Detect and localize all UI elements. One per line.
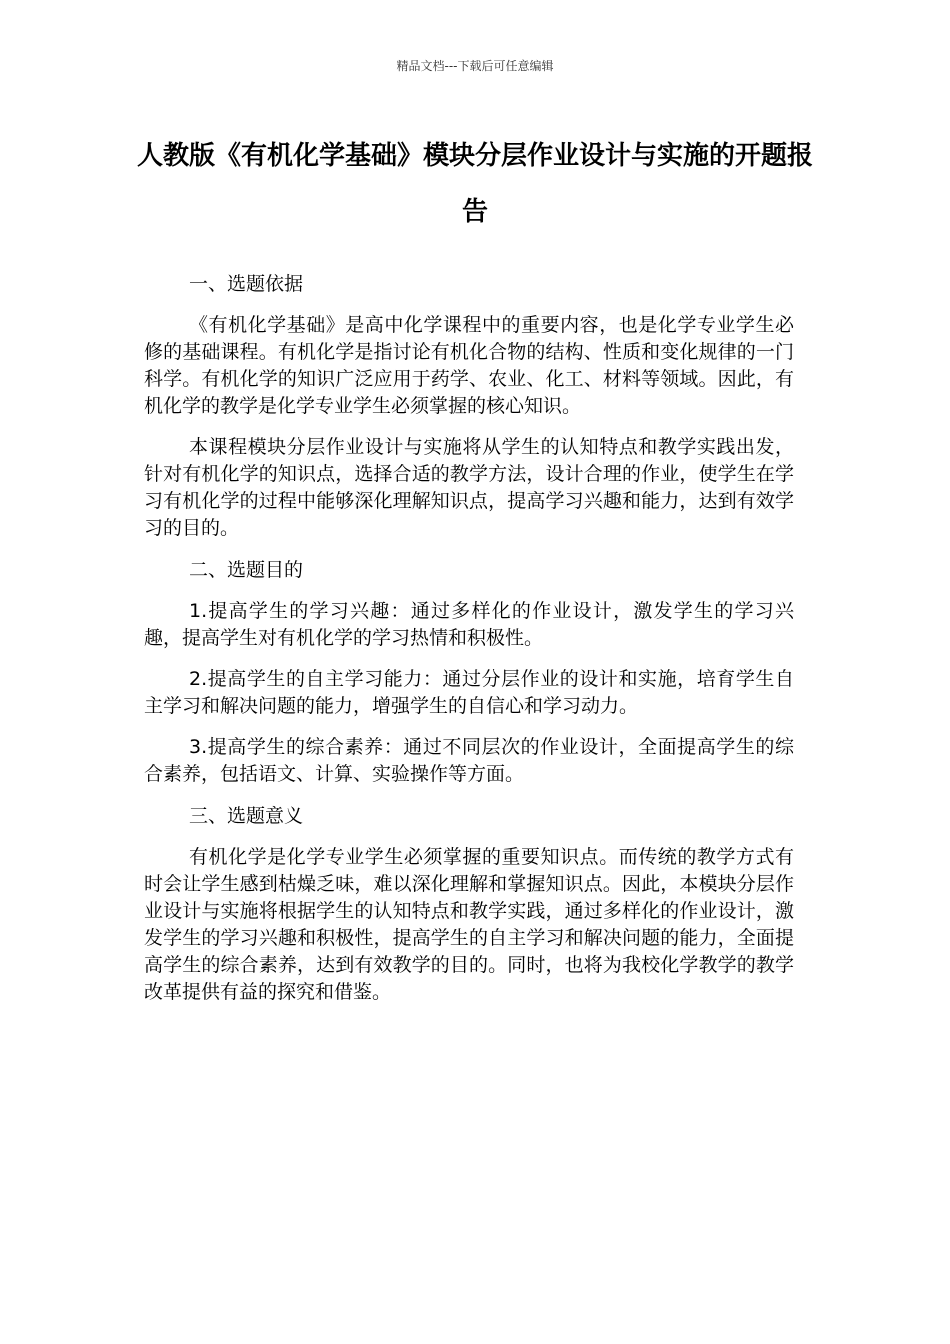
section-heading: 二、选题目的	[189, 559, 304, 581]
section-purpose	[144, 556, 794, 788]
paragraph: 《有机化学基础》是高中化学课程中的重要内容，也是化学专业学生必修的基础课程。有机化学是指讨论有机化合物的结构、性质和变化规律的一门科学。有机化学的知识广泛应用于药学、农业、化工、材料等领域。因此，有机化学的教学是化学专业学生必须掌握的核心知识。	[144, 314, 794, 417]
section-heading: 三、选题意义	[189, 805, 304, 827]
paragraph: 2.提高学生的自主学习能力：通过分层作业的设计和实施，培育学生自主学习和解决问题的能力，增强学生的自信心和学习动力。	[144, 668, 794, 717]
section-significance	[144, 802, 794, 1006]
paragraph: 3.提高学生的综合素养：通过不同层次的作业设计，全面提高学生的综合素养，包括语文、计算、实验操作等方面。	[144, 736, 794, 785]
section-heading: 一、选题依据	[189, 273, 304, 295]
section-basis	[144, 270, 794, 542]
document-body	[144, 270, 794, 1020]
paragraph: 有机化学是化学专业学生必须掌握的重要知识点。而传统的教学方式有时会让学生感到枯燥乏味，难以深化理解和掌握知识点。因此，本模块分层作业设计与实施将根据学生的认知特点和教学实践，通过多样化的作业设计，激发学生的学习兴趣和积极性，提高学生的自主学习和解决问题的能力，全面提高学生的综合素养，达到有效教学的目的。同时，也将为我校化学教学的教学改革提供有益的探究和借鉴。	[144, 846, 794, 1003]
header-note: 精品文档---下载后可任意编辑	[396, 59, 554, 73]
document-title: 人教版《有机化学基础》模块分层作业设计与实施的开题报告	[136, 141, 813, 227]
paragraph: 本课程模块分层作业设计与实施将从学生的认知特点和教学实践出发，针对有机化学的知识点，选择合适的教学方法，设计合理的作业，使学生在学习有机化学的过程中能够深化理解知识点，提高学习兴趣和能力，达到有效学习的目的。	[144, 436, 794, 539]
paragraph: 1.提高学生的学习兴趣：通过多样化的作业设计，激发学生的学习兴趣，提高学生对有机化学的学习热情和积极性。	[144, 600, 794, 649]
